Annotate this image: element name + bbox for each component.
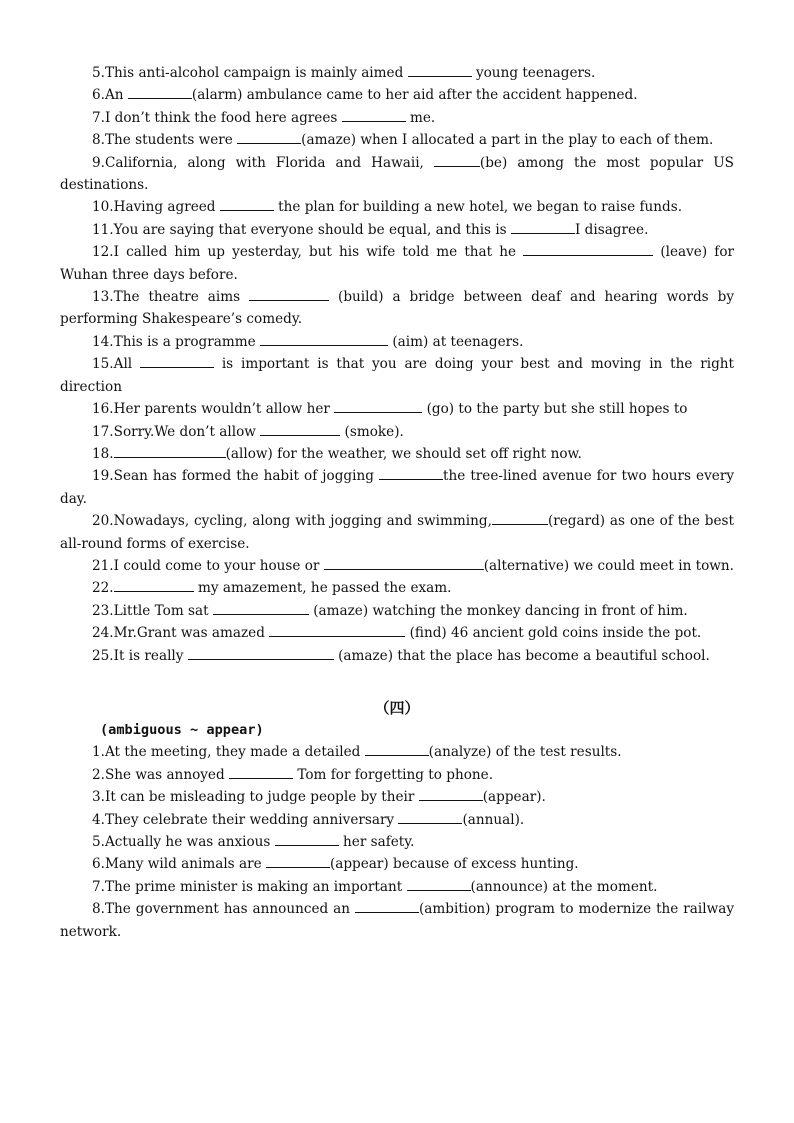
question-number: 4. [92,811,105,828]
question-item [60,898,734,943]
answer-blank[interactable] [213,600,309,615]
question-number: 18. [92,445,114,462]
question-number: 3. [92,789,105,806]
question-item [60,219,734,241]
answer-blank[interactable] [269,622,405,637]
exercise-part-one [60,62,734,667]
question-text-after: (find) 46 ancient gold coins inside the pot. [405,625,702,642]
question-text-before: This is a programme [113,333,260,350]
question-text-after: her safety. [338,834,415,850]
answer-blank[interactable] [140,353,214,368]
question-text-before: Sean has formed the habit of jogging [113,468,379,485]
question-text-before: The students were [104,132,238,149]
question-text-before: Nowadays, cycling, along with jogging and swimming, [113,513,492,530]
question-number: 21. [92,557,114,574]
question-text-before: She was annoyed [104,766,230,783]
question-text-after: (build) a bridge between deaf and hearing words by performing Shakespeare’s comedy. [60,289,735,328]
question-text-after: the plan for building a new hotel, we began to raise funds. [273,199,683,216]
question-number: 5. [92,65,105,81]
answer-blank[interactable] [408,62,472,77]
answer-blank[interactable] [342,107,406,122]
question-item [60,62,734,84]
question-number: 19. [92,468,114,485]
question-text-before: Mr.Grant was amazed [113,625,270,642]
question-text-before: I called him up yesterday, but his wife told me that he [113,244,524,261]
question-text-after: my amazement, he passed the exam. [193,580,452,597]
question-number: 9. [92,154,105,171]
question-item [60,622,734,644]
question-text-after: (appear). [482,789,546,806]
question-text-before: This anti-alcohol campaign is mainly aimed [104,65,408,81]
question-text-before: I could come to your house or [113,557,324,574]
question-text-after: (leave) for Wuhan three days before. [60,244,734,283]
answer-blank[interactable] [188,645,334,660]
question-text-after: (amaze) watching the monkey dancing in front of him. [308,602,688,619]
question-text-before: All [113,356,140,373]
question-number: 14. [92,333,114,350]
answer-blank[interactable] [419,786,483,801]
question-number: 7. [92,109,105,126]
question-item [60,84,734,106]
answer-blank[interactable] [379,465,443,480]
question-text-after: I disagree. [574,221,649,238]
question-item [60,510,734,555]
question-text-after: (announce) at the moment. [470,878,658,895]
question-text-after: is important is that you are doing your best and moving in the right direction [60,356,735,395]
question-item [60,107,734,129]
question-item [60,555,734,577]
question-item [60,465,734,510]
question-number: 7. [92,878,105,895]
question-text-after: (regard) as one of the best all-round forms of exercise. [60,513,734,552]
question-number: 5. [92,834,105,850]
question-item [60,353,734,398]
question-text-after: me. [405,109,436,126]
question-number: 22. [92,580,114,597]
answer-blank[interactable] [511,219,575,234]
question-text-after: (alarm) ambulance came to her aid after the accident happened. [191,87,638,104]
answer-blank[interactable] [260,331,388,346]
question-item [60,741,734,763]
worksheet-page [60,62,734,943]
question-number: 20. [92,513,114,530]
question-number: 25. [92,647,114,664]
question-text-before: The theatre aims [113,289,250,306]
question-text-before: I don’t think the food here agrees [104,109,342,126]
question-item [60,421,734,443]
question-number: 6. [92,856,105,873]
question-text-after: (appear) because of excess hunting. [329,856,579,873]
question-text-after: (be) among the most popular US destinations. [60,154,734,194]
question-item [60,876,734,898]
question-text-after: young teenagers. [471,65,596,81]
question-text-before: Sorry.We don’t allow [113,423,261,440]
answer-blank[interactable] [398,809,462,824]
question-number: 2. [92,766,105,783]
answer-blank[interactable] [229,764,293,779]
answer-blank[interactable] [220,196,274,211]
question-item [60,152,734,197]
question-item [60,831,734,853]
question-item [60,331,734,353]
question-text-before: Little Tom sat [113,602,213,619]
question-number: 16. [92,401,114,418]
answer-blank[interactable] [260,421,340,436]
question-text-before: California, along with Florida and Hawaii, [104,154,434,171]
question-item [60,129,734,151]
exercise-part-two [60,741,734,943]
answer-blank[interactable] [407,876,471,891]
question-text-before: An [104,87,128,104]
question-text-after: (amaze) that the place has become a beautiful school. [333,647,710,664]
answer-blank[interactable] [114,577,194,592]
answer-blank[interactable] [365,741,429,756]
question-item [60,577,734,599]
word-range-label: (ambiguous ~ appear) [100,721,264,738]
question-item [60,645,734,667]
question-item [60,853,734,875]
question-text-before: Her parents wouldn’t allow her [113,401,335,418]
question-text-after: (go) to the party but she still hopes to [422,401,688,418]
answer-blank[interactable] [334,398,422,413]
question-text-before: Many wild animals are [104,856,266,873]
answer-blank[interactable] [114,443,226,458]
question-text-after: (alternative) we could meet in town. [483,557,734,574]
question-text-after: Tom for forgetting to phone. [293,766,494,783]
question-item [60,764,734,786]
question-number: 8. [92,132,105,149]
question-number: 13. [92,289,114,306]
question-item [60,196,734,218]
question-text-before: It can be misleading to judge people by their [104,789,419,806]
answer-blank[interactable] [324,555,484,570]
question-text-after: (smoke). [340,423,404,440]
answer-blank[interactable] [492,510,548,525]
question-number: 11. [92,221,114,238]
question-item [60,600,734,622]
question-number: 10. [92,199,114,216]
answer-blank[interactable] [275,831,339,846]
question-number: 17. [92,423,114,440]
answer-blank[interactable] [128,84,192,99]
question-number: 24. [92,625,114,642]
question-number: 23. [92,602,114,619]
question-text-before: They celebrate their wedding anniversary [104,811,399,828]
question-text-after: (analyze) of the test results. [428,744,622,761]
question-number: 8. [92,901,105,918]
question-text-before: Actually he was anxious [104,834,275,850]
answer-blank[interactable] [266,853,330,868]
question-number: 15. [92,356,114,373]
question-number: 12. [92,244,114,261]
question-text-after: (ambition) program to modernize the railway network. [60,901,734,940]
answer-blank[interactable] [523,241,653,256]
question-text-after: the tree-lined avenue for two hours every day. [60,468,735,507]
question-item [60,809,734,831]
answer-blank[interactable] [237,129,301,144]
question-item [60,286,734,331]
question-text-before: It is really [113,647,188,664]
question-number: 1. [92,744,105,761]
question-text-before: Having agreed [113,199,220,216]
question-text-after: (annual). [462,811,525,828]
answer-blank[interactable] [434,152,480,167]
question-item [60,443,734,465]
question-text-before: The prime minister is making an important [104,878,407,895]
question-item [60,786,734,808]
answer-blank[interactable] [249,286,329,301]
question-text-before: At the meeting, they made a detailed [104,744,365,761]
question-text-before: You are saying that everyone should be equal, and this is [113,221,511,238]
section-title: （四） [374,698,420,717]
question-text-after: (amaze) when I allocated a part in the play to each of them. [301,132,714,149]
question-text-after: (allow) for the weather, we should set off right now. [225,445,582,462]
answer-blank[interactable] [355,898,419,913]
question-number: 6. [92,87,105,104]
question-item [60,241,734,286]
question-text-after: (aim) at teenagers. [388,333,524,350]
question-text-before: The government has announced an [104,901,355,918]
question-item [60,398,734,420]
